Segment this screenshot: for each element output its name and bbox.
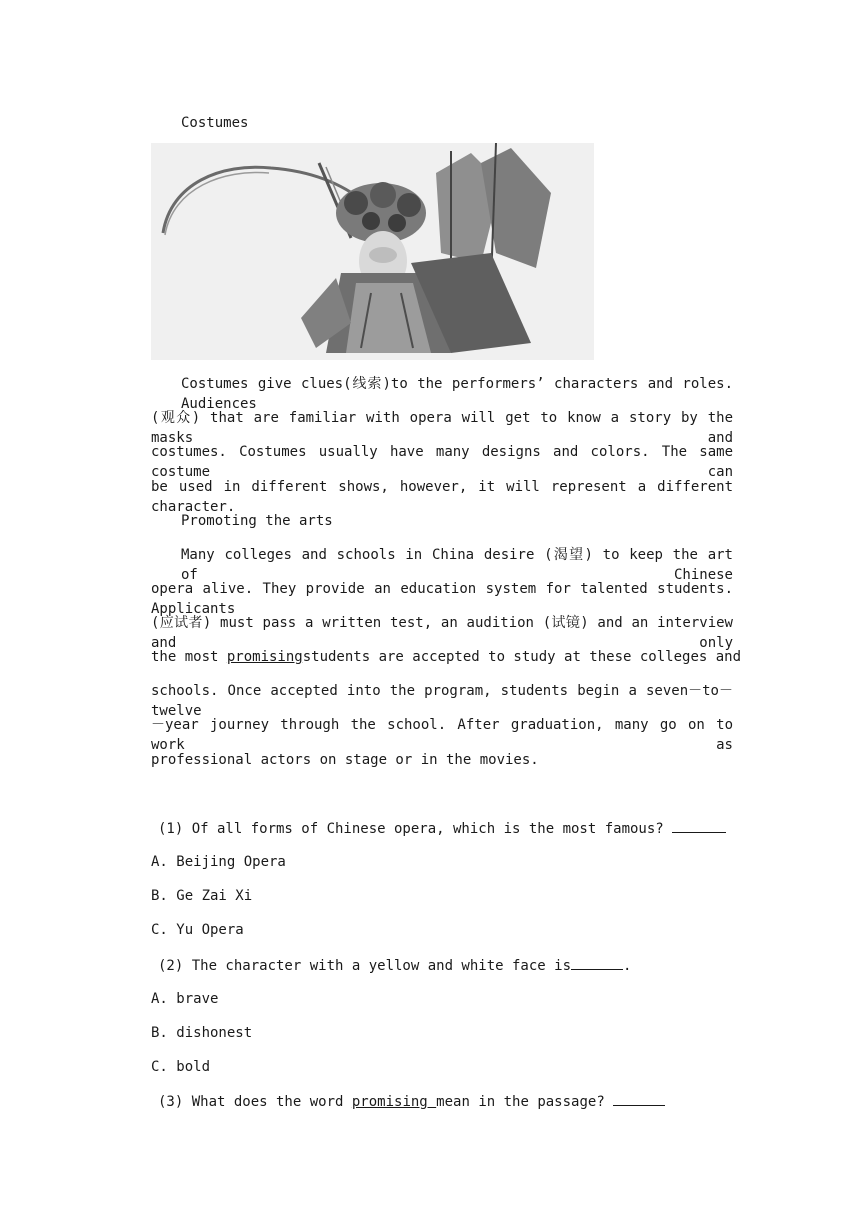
question-1 (158, 818, 740, 839)
opera-costume-photo (151, 143, 594, 360)
text-span: the most (151, 649, 227, 665)
question-2 (158, 955, 740, 976)
promoting-heading: Promoting the arts (181, 513, 333, 529)
question-2-option-c: C. bold (151, 1059, 211, 1075)
question-1-option-c: C. Yu Opera (151, 922, 244, 938)
costumes-heading: Costumes (181, 115, 249, 131)
opera-performer-illustration (151, 143, 594, 360)
costumes-paragraph-line: Costumes give clues(线索)to the performers’ characters and roles. Audiences (181, 376, 733, 412)
costumes-paragraph-line: (观众) that are familiar with opera will get to know a story by the masks and (151, 410, 733, 446)
question-stem: (3) What does the word (158, 1094, 352, 1110)
promoting-paragraph-line: professional actors on stage or in the movies. (151, 752, 539, 768)
question-1-option-a: A. Beijing Opera (151, 854, 286, 870)
answer-blank (613, 1091, 665, 1106)
question-1-option-b: B. Ge Zai Xi (151, 888, 253, 904)
promoting-paragraph-line (151, 647, 742, 667)
question-stem: (1) Of all forms of Chinese opera, which is the most famous? (158, 821, 664, 837)
answer-blank (571, 955, 623, 970)
promoting-paragraph-line: －year journey through the school. After graduation, many go on to work as (151, 717, 733, 753)
question-stem: (2) The character with a yellow and white face is (158, 958, 572, 974)
question-stem-end: . (623, 958, 632, 974)
promoting-paragraph-line: opera alive. They provide an education system for talented students. Applicants (151, 581, 733, 617)
underlined-word-promising: promising (226, 649, 303, 665)
underlined-word-promising: promising (351, 1094, 437, 1110)
costumes-paragraph-line: costumes. Costumes usually have many designs and colors. The same costume can (151, 444, 733, 480)
question-2-option-b: B. dishonest (151, 1025, 253, 1041)
promoting-paragraph-line: Many colleges and schools in China desire (渴望) to keep the art of Chinese (181, 547, 733, 583)
answer-blank (672, 818, 726, 833)
question-2-option-a: A. brave (151, 991, 219, 1007)
question-3 (158, 1091, 740, 1112)
promoting-paragraph-line: (应试者) must pass a written test, an audition (试镜) and an interview and only (151, 615, 733, 651)
text-span: students are accepted to study at these colleges and (302, 649, 742, 665)
question-stem: mean in the passage? (436, 1094, 605, 1110)
promoting-paragraph-line: schools. Once accepted into the program, students begin a seven－to－twelve (151, 683, 733, 719)
text-span (151, 647, 303, 667)
costumes-paragraph-line: be used in different shows, however, it will represent a different character. (151, 479, 733, 515)
